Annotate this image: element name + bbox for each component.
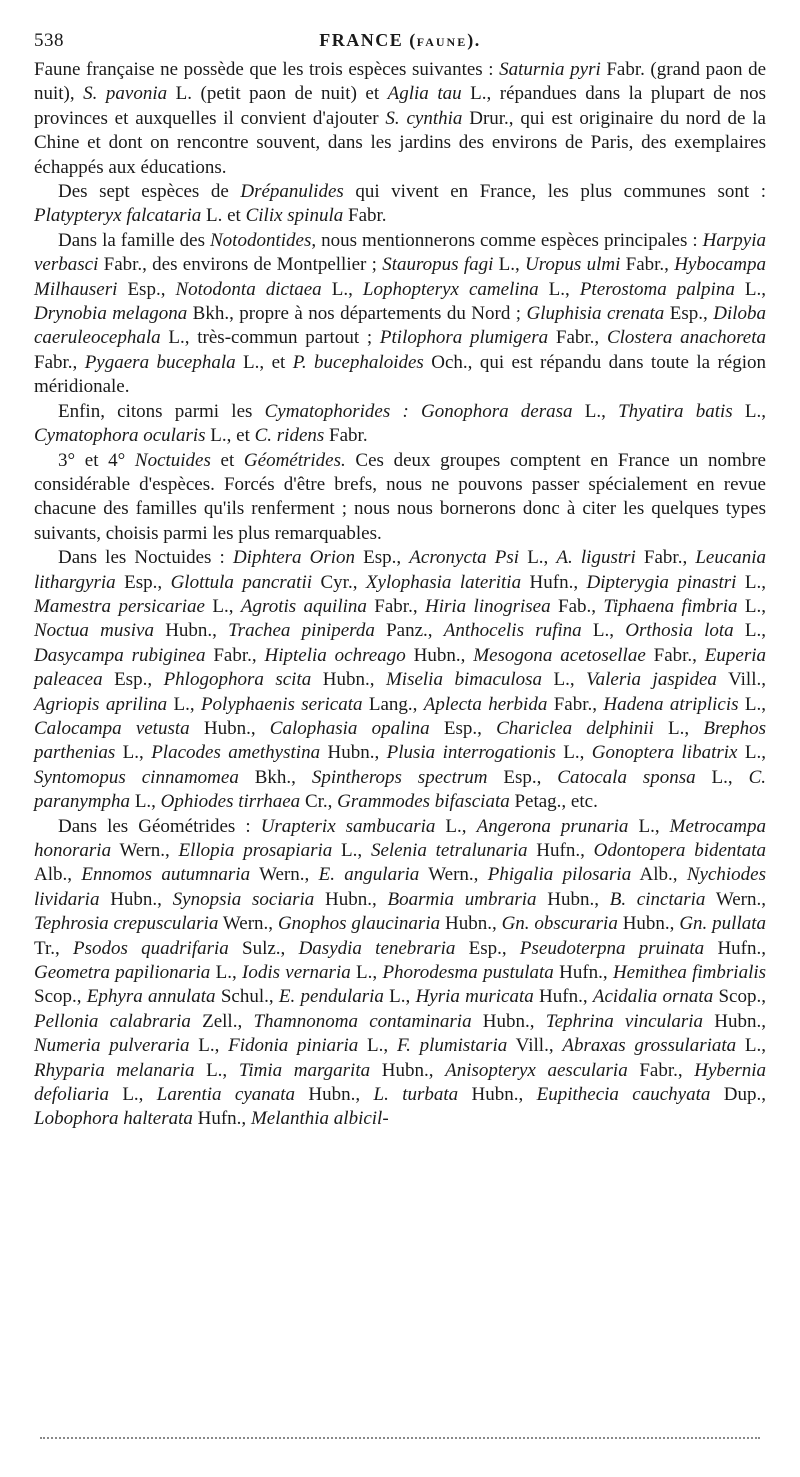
species-name: Anisopteryx aescularia bbox=[445, 1059, 628, 1081]
running-title bbox=[34, 30, 766, 51]
species-name: Acronycta Psi bbox=[409, 547, 520, 569]
text-run: Fabr., bbox=[627, 1059, 695, 1081]
species-name: Gn. pullata bbox=[679, 913, 766, 935]
text-run: Hubn., bbox=[440, 913, 502, 935]
species-name: Rhyparia melanaria bbox=[34, 1059, 195, 1081]
species-name: Notodonta dictaea bbox=[175, 278, 322, 300]
text-run: L., bbox=[332, 840, 371, 861]
species-name: E. angularia bbox=[318, 864, 420, 886]
species-name: Dasycampa rubiginea bbox=[34, 644, 206, 666]
text-run: L., bbox=[581, 620, 626, 642]
text-run: Faune française ne possède que les trois espèces suivantes : bbox=[34, 59, 500, 80]
text-run: Esp., bbox=[115, 571, 171, 593]
text-run: L., très-commun partout ; bbox=[160, 327, 380, 349]
species-name: Metrocampa honoraria bbox=[34, 815, 767, 861]
text-run: Esp., bbox=[102, 669, 164, 691]
text-run: L., bbox=[733, 620, 767, 642]
species-name: Geometra papilionaria bbox=[34, 962, 211, 984]
text-run: 3° et 4° bbox=[58, 449, 135, 471]
text-run: Cyr., bbox=[312, 571, 366, 593]
species-name: Chariclea delphinii bbox=[496, 717, 654, 739]
text-run: Tr., bbox=[34, 937, 73, 959]
text-run: Fabr. bbox=[343, 205, 387, 227]
species-name: Drépanulides bbox=[240, 181, 344, 203]
text-run: Fabr., des environs de Montpellier ; bbox=[98, 254, 383, 276]
species-name: Cymatophorides : Gonophora derasa bbox=[264, 400, 573, 422]
page-header bbox=[34, 22, 766, 58]
species-name: Eupithecia cauchyata bbox=[536, 1084, 711, 1106]
text-run: L., bbox=[628, 815, 670, 837]
species-name: Hybernia defoliaria bbox=[34, 1059, 767, 1106]
species-name: Plusia interrogationis bbox=[386, 742, 556, 764]
text-run: L., bbox=[653, 717, 704, 739]
text-run: L., bbox=[435, 815, 477, 837]
text-run: Fabr. (grand paon de nuit), bbox=[34, 59, 767, 105]
species-name: Fidonia piniaria bbox=[228, 1035, 359, 1057]
species-name: Timia margarita bbox=[238, 1059, 371, 1081]
text-run: Hubn., bbox=[617, 913, 680, 935]
text-run: Vill., bbox=[716, 669, 766, 691]
text-run: L., bbox=[205, 595, 241, 617]
species-name: Gonoptera libatrix bbox=[591, 742, 738, 764]
species-name: Hyria muricata bbox=[415, 986, 534, 1008]
species-name: Mesogona acetosellae bbox=[473, 644, 646, 666]
text-run: Cr., bbox=[300, 791, 338, 813]
species-name: Pygaera bucephala bbox=[84, 351, 236, 373]
paragraph bbox=[34, 449, 766, 547]
running-title-smallcaps: FAUNE bbox=[416, 35, 468, 49]
species-name: Aplecta herbida bbox=[423, 693, 548, 715]
text-run: Hubn., bbox=[471, 1010, 546, 1032]
text-run: Hubn., bbox=[370, 1059, 446, 1081]
species-name: Grammodes bifasciata bbox=[337, 791, 510, 813]
species-name: Larentia cyanata bbox=[156, 1084, 296, 1106]
text-run: Fabr., bbox=[205, 644, 265, 666]
species-name: Iodis vernaria bbox=[242, 962, 351, 984]
species-name: Melanthia albicil- bbox=[250, 1108, 389, 1130]
species-name: Saturnia pyri bbox=[499, 59, 601, 80]
text-run: Alb., bbox=[34, 864, 82, 886]
text-run: Och., qui est répandu dans toute la région méridionale. bbox=[34, 351, 766, 398]
species-name: Brephos parthenias bbox=[34, 717, 766, 764]
text-run: Drur., qui est originaire du nord de la Chine et dont on rencontre souvent, dans les jardins des environs de Paris, des exemplaires échappés aux éducations. bbox=[34, 107, 766, 178]
text-run: L., bbox=[737, 595, 767, 617]
species-name: Stauropus fagi bbox=[382, 254, 494, 276]
species-name: S. pavonia bbox=[83, 83, 168, 105]
text-run: L., bbox=[538, 278, 580, 300]
text-run: Fabr., bbox=[645, 644, 705, 666]
species-name: Catocala sponsa bbox=[557, 766, 696, 788]
text-run: Hufn., bbox=[553, 962, 613, 984]
text-run: L., bbox=[210, 962, 242, 984]
text-run: Esp., bbox=[664, 303, 714, 325]
text-run: , nous mentionnerons comme espèces principales : bbox=[311, 229, 703, 251]
species-name: Hadena atriplicis bbox=[603, 693, 739, 715]
text-run: Hubn., bbox=[536, 888, 610, 910]
species-name: Xylophasia lateritia bbox=[365, 571, 522, 593]
text-run: Wern., bbox=[250, 864, 319, 886]
species-name: Phlogophora scita bbox=[163, 669, 312, 691]
species-name: Drynobia melagona bbox=[34, 303, 188, 325]
species-name: Noctua musiva bbox=[34, 620, 154, 642]
paragraph bbox=[34, 229, 766, 400]
species-name: C. paranympha bbox=[34, 766, 766, 813]
species-name: Leucania lithargyria bbox=[34, 547, 767, 593]
text-run: et bbox=[210, 449, 244, 471]
species-name: C. ridens bbox=[254, 425, 325, 447]
species-name: Polyphaenis sericata bbox=[200, 693, 363, 715]
text-run: Hufn., bbox=[521, 571, 587, 593]
species-name: Thyatira batis bbox=[618, 400, 733, 422]
species-name: Phorodesma pustulata bbox=[382, 962, 554, 984]
running-title-main: FRANCE ( bbox=[319, 30, 417, 50]
text-run: Wern., bbox=[419, 864, 488, 886]
text-run: Hubn., bbox=[320, 742, 387, 764]
species-name: Glottula pancratii bbox=[170, 571, 313, 593]
species-name: Anthocelis rufina bbox=[443, 620, 582, 642]
species-name: Hiptelia ochreago bbox=[264, 644, 406, 666]
text-run: L., et bbox=[235, 351, 293, 373]
text-run: Esp., bbox=[429, 717, 497, 739]
text-run: L., bbox=[350, 962, 383, 984]
species-name: Selenia tetralunaria bbox=[370, 840, 528, 861]
species-name: Angerona prunaria bbox=[476, 815, 629, 837]
text-run: L., bbox=[555, 742, 592, 764]
species-name: Dipterygia pinastri bbox=[586, 571, 737, 593]
text-run: L., bbox=[358, 1035, 397, 1057]
species-name: Ophiodes tirrhaea bbox=[160, 791, 301, 813]
text-run: Alb., bbox=[631, 864, 687, 886]
text-run: Wern., bbox=[705, 888, 766, 910]
page-number: 538 bbox=[34, 30, 64, 51]
text-run: Schul., bbox=[215, 986, 279, 1008]
species-name: Pterostoma palpina bbox=[579, 278, 735, 300]
text-run: L., bbox=[493, 254, 526, 276]
species-name: Hemithea fimbrialis bbox=[612, 962, 767, 984]
species-name: Placodes amethystina bbox=[151, 742, 321, 764]
text-run: L., bbox=[189, 1035, 229, 1057]
text-run: L., bbox=[383, 986, 416, 1008]
species-name: Clostera anachoreta bbox=[606, 327, 766, 349]
text-run: L., bbox=[572, 400, 619, 422]
text-run: Esp., bbox=[355, 547, 410, 569]
species-name: Urapterix sambucaria bbox=[260, 815, 436, 837]
species-name: Ellopia prosapiaria bbox=[178, 840, 333, 861]
text-run: Hubn., bbox=[153, 620, 229, 642]
species-name: Cilix spinula bbox=[245, 205, 344, 227]
species-name: Diloba caeruleocephala bbox=[34, 303, 766, 349]
species-name: Ephyra annulata bbox=[86, 986, 216, 1008]
species-name: Diphtera Orion bbox=[232, 547, 356, 569]
species-name: Lophopteryx camelina bbox=[362, 278, 539, 300]
text-run: L., bbox=[194, 1059, 239, 1081]
text-run: Vill., bbox=[507, 1035, 563, 1057]
species-name: Tiphaena fimbria bbox=[603, 595, 738, 617]
species-name: Noctuides bbox=[134, 449, 211, 471]
text-run: Hufn., bbox=[527, 840, 594, 861]
species-name: Syntomopus cinnamomea bbox=[34, 766, 239, 788]
text-run: Bkh., propre à nos départements du Nord ; bbox=[187, 303, 527, 325]
species-name: A. ligustri bbox=[556, 547, 636, 569]
species-name: Platypteryx falcataria bbox=[34, 205, 202, 227]
text-run: L., bbox=[736, 571, 767, 593]
species-name: Aglia tau bbox=[387, 83, 462, 105]
species-name: Nychiodes lividaria bbox=[34, 864, 766, 910]
species-name: Harpyia verbasci bbox=[34, 229, 766, 276]
text-run: Hubn., bbox=[405, 644, 474, 666]
text-run: Hufn., bbox=[704, 937, 766, 959]
paragraph bbox=[34, 58, 766, 180]
text-run: Hubn., bbox=[99, 888, 173, 910]
text-run: Lang., bbox=[362, 693, 424, 715]
species-name: Synopsia sociaria bbox=[172, 888, 315, 910]
text-run: Dup., bbox=[710, 1084, 766, 1106]
text-run: Hubn., bbox=[458, 1084, 537, 1106]
text-run: Dans les Géométrides : bbox=[58, 815, 261, 837]
text-run: Petag., etc. bbox=[509, 791, 598, 813]
species-name: Gluphisia crenata bbox=[526, 303, 665, 325]
text-run: L. et bbox=[201, 205, 246, 227]
text-run: Panz., bbox=[374, 620, 444, 642]
species-name: Mamestra persicariae bbox=[34, 595, 205, 617]
paragraph bbox=[34, 400, 766, 449]
footer-dotted-rule bbox=[40, 1437, 760, 1439]
text-run: Hufn., bbox=[192, 1108, 251, 1130]
species-name: B. cinctaria bbox=[609, 888, 706, 910]
species-name: Numeria pulveraria bbox=[34, 1035, 190, 1057]
text-run: Fabr., bbox=[34, 351, 85, 373]
species-name: L. turbata bbox=[373, 1084, 459, 1106]
species-name: Hybocampa Milhauseri bbox=[34, 254, 766, 300]
paragraph bbox=[34, 546, 766, 814]
text-run: Esp., bbox=[117, 278, 176, 300]
text-run: L., et bbox=[205, 425, 255, 447]
species-name: Pellonia calabraria bbox=[34, 1010, 191, 1032]
text-run: L., bbox=[115, 742, 152, 764]
text-run: L., bbox=[737, 742, 766, 764]
species-name: E. pendularia bbox=[278, 986, 384, 1008]
text-run: L., bbox=[734, 278, 766, 300]
text-run: Des sept espèces de bbox=[58, 181, 241, 203]
text-run: L., répandues dans la plupart de nos provinces et auxquelles il convient d'ajouter bbox=[34, 83, 767, 129]
text-run: Hubn., bbox=[703, 1010, 766, 1032]
species-name: Spintherops spectrum bbox=[311, 766, 488, 788]
species-name: Pseudoterpna pruinata bbox=[519, 937, 705, 959]
species-name: Calophasia opalina bbox=[269, 717, 430, 739]
text-run: L., bbox=[695, 766, 749, 788]
text-run: L. (petit paon de nuit) et bbox=[167, 83, 388, 105]
text-run: L., bbox=[321, 278, 363, 300]
text-run: Scop., bbox=[713, 986, 766, 1008]
text-run: Ces deux groupes comptent en France un nombre considérable d'espèces. Forcés d'être brefs, nous ne pouvons passer spécialement en revue chacune des familles qu'ils renferment ; nous nous bornerons donc à citer les quelques types suivants, choisis parmi les plus remarquables. bbox=[34, 449, 766, 544]
species-name: Gn. obscuraria bbox=[501, 913, 618, 935]
text-run: Dans les Noctuides : bbox=[58, 547, 233, 569]
text-run: Hubn., bbox=[314, 888, 388, 910]
species-name: Thamnonoma contaminaria bbox=[253, 1010, 472, 1032]
text-run: Hubn., bbox=[189, 717, 270, 739]
text-run: Fabr., bbox=[635, 547, 696, 569]
species-name: Odontopera bidentata bbox=[593, 840, 766, 861]
running-title-close: ). bbox=[467, 30, 481, 50]
text-run: Fabr., bbox=[620, 254, 675, 276]
species-name: Géométrides. bbox=[243, 449, 346, 471]
species-name: Uropus ulmi bbox=[525, 254, 621, 276]
text-run: Scop., bbox=[34, 986, 87, 1008]
species-name: Valeria jaspidea bbox=[586, 669, 717, 691]
species-name: S. cynthia bbox=[385, 107, 463, 129]
text-run: Fabr., bbox=[548, 327, 607, 349]
species-name: Miselia bimaculosa bbox=[385, 669, 543, 691]
text-run: Hufn., bbox=[533, 986, 593, 1008]
text-run: Hubn., bbox=[295, 1084, 374, 1106]
text-run: L., bbox=[542, 669, 587, 691]
text-run: Esp., bbox=[487, 766, 558, 788]
text-run: Fabr., bbox=[547, 693, 604, 715]
species-name: Ptilophora plumigera bbox=[379, 327, 549, 349]
paragraph bbox=[34, 815, 766, 1132]
text-run: Fabr., bbox=[366, 595, 425, 617]
text-run: L., bbox=[167, 693, 201, 715]
text-run: Enfin, citons parmi les bbox=[58, 400, 265, 422]
text-run: Bkh., bbox=[238, 766, 312, 788]
species-name: Dasydia tenebraria bbox=[298, 937, 456, 959]
text-run: Wern., bbox=[111, 840, 179, 861]
species-name: Trachea piniperda bbox=[228, 620, 375, 642]
text-run: Wern., bbox=[218, 913, 278, 935]
text-run: L., bbox=[108, 1084, 157, 1106]
paragraph bbox=[34, 180, 766, 229]
text-run: Sulz., bbox=[228, 937, 299, 959]
species-name: Gnophos glaucinaria bbox=[277, 913, 441, 935]
text-run: L., bbox=[519, 547, 557, 569]
text-run: Dans la famille des bbox=[58, 229, 210, 251]
text-run: L., bbox=[738, 693, 767, 715]
species-name: Notodontides bbox=[210, 229, 312, 251]
text-run: Hubn., bbox=[311, 669, 386, 691]
species-name: Tephrosia crepuscularia bbox=[34, 913, 219, 935]
text-run: qui vivent en France, les plus communes sont : bbox=[343, 181, 766, 203]
species-name: Boarmia umbraria bbox=[387, 888, 537, 910]
species-name: Agriopis aprilina bbox=[34, 693, 168, 715]
species-name: Calocampa vetusta bbox=[34, 717, 190, 739]
text-run: Esp., bbox=[455, 937, 520, 959]
species-name: P. bucephaloides bbox=[292, 351, 424, 373]
text-run: L., bbox=[732, 400, 767, 422]
text-run: L., bbox=[736, 1035, 767, 1057]
body-text bbox=[34, 58, 766, 1132]
species-name: Hiria linogrisea bbox=[424, 595, 551, 617]
species-name: Agrotis aquilina bbox=[240, 595, 367, 617]
text-run: Fabr. bbox=[324, 425, 368, 447]
species-name: Euperia paleacea bbox=[34, 644, 767, 691]
species-name: F. plumistaria bbox=[396, 1035, 508, 1057]
species-name: Tephrina vincularia bbox=[545, 1010, 704, 1032]
species-name: Phigalia pilosaria bbox=[487, 864, 632, 886]
species-name: Ennomos autumnaria bbox=[81, 864, 251, 886]
species-name: Cymatophora ocularis bbox=[34, 425, 206, 447]
species-name: Abraxas grossulariata bbox=[562, 1035, 737, 1057]
species-name: Acidalia ornata bbox=[592, 986, 714, 1008]
text-run: L., bbox=[130, 791, 161, 813]
text-run: Fab., bbox=[550, 595, 604, 617]
text-run: Zell., bbox=[190, 1010, 254, 1032]
species-name: Orthosia lota bbox=[625, 620, 734, 642]
species-name: Lobophora halterata bbox=[34, 1108, 193, 1130]
species-name: Psodos quadrifaria bbox=[72, 937, 229, 959]
